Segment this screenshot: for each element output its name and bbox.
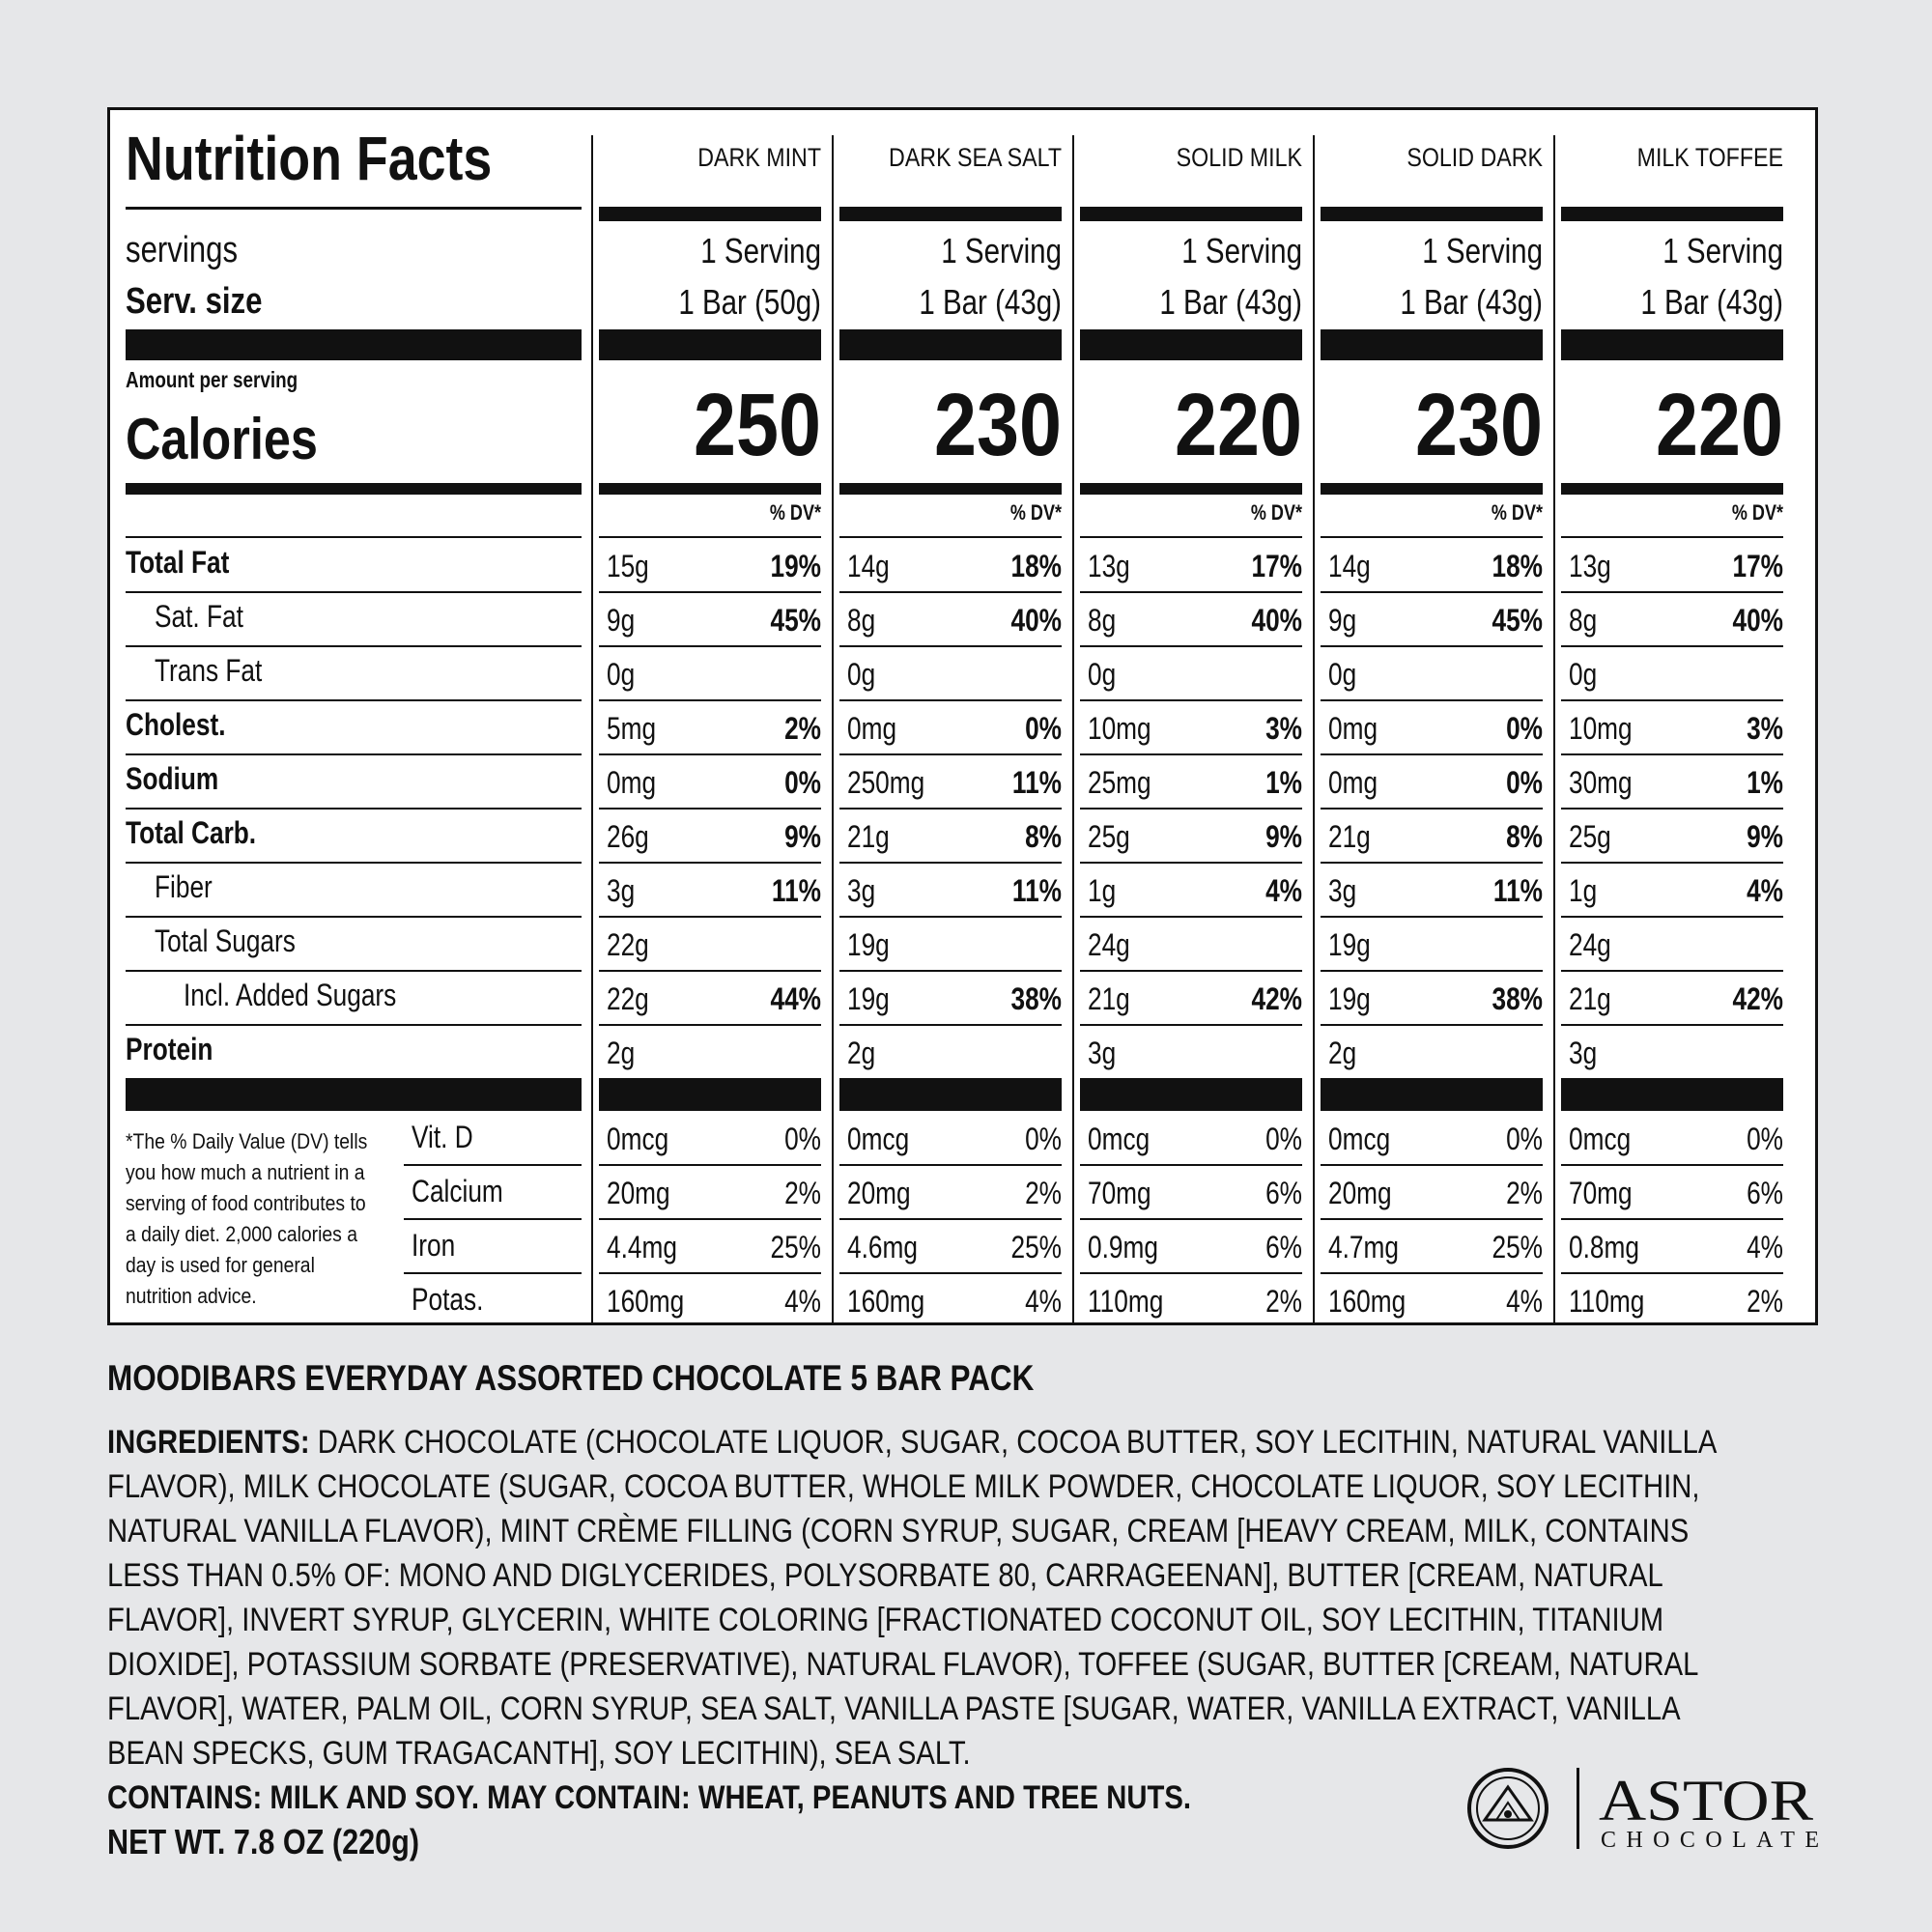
nutrient-amount: 8g (1569, 603, 1598, 638)
rule-line (1561, 916, 1783, 918)
product-name: SOLID DARK (1406, 143, 1543, 172)
nutrient-amount: 21g (1088, 981, 1130, 1016)
nutrient-dv: 42% (1732, 981, 1783, 1016)
vitamin-dv: 0% (1265, 1122, 1302, 1156)
rule-line (1321, 1272, 1543, 1274)
nutrient-amount: 2g (1328, 1036, 1357, 1070)
rule-line (1080, 645, 1302, 647)
rule-line (599, 1164, 821, 1166)
rule-line (1561, 591, 1783, 593)
rule-line (1080, 970, 1302, 972)
rule-line (839, 1024, 1062, 1026)
rule-line (599, 753, 821, 755)
nutrient-amount: 25mg (1088, 765, 1151, 800)
panel-title: Nutrition Facts (126, 124, 493, 193)
rule-line (126, 645, 582, 647)
vitamin-amount: 70mg (1569, 1176, 1633, 1210)
nutrient-label: Fiber (155, 869, 213, 904)
nutrient-dv: 0% (1025, 711, 1062, 746)
rule-line (599, 699, 821, 701)
vitamin-label: Iron (412, 1228, 456, 1263)
rule-line (1561, 808, 1783, 810)
nutrient-label: Sat. Fat (155, 599, 243, 634)
vitamin-amount: 0.9mg (1088, 1230, 1158, 1264)
vitamin-amount: 160mg (1328, 1284, 1406, 1319)
rule-line (599, 970, 821, 972)
nutrient-amount: 3g (607, 873, 636, 908)
rule-line (1561, 207, 1783, 221)
calories-value: 230 (1414, 376, 1543, 474)
nutrient-dv: 11% (1011, 873, 1062, 908)
rule-line (404, 1164, 582, 1166)
nutrient-dv: 8% (1506, 819, 1543, 854)
nutrient-label: Trans Fat (155, 653, 263, 688)
nutrient-dv: 9% (784, 819, 821, 854)
column-divider (591, 135, 593, 1322)
rule-line (1561, 753, 1783, 755)
nutrient-amount: 14g (1328, 549, 1371, 583)
rule-line (1080, 699, 1302, 701)
nutrient-amount: 0g (1569, 657, 1598, 692)
rule-line (1080, 1218, 1302, 1220)
ingredients-label: INGREDIENTS: (107, 1424, 310, 1461)
column-divider (1313, 135, 1315, 1322)
rule-line (1321, 699, 1543, 701)
vitamin-amount: 0mcg (1569, 1122, 1632, 1156)
nutrient-amount: 19g (847, 927, 890, 962)
nutrient-dv: 0% (1506, 711, 1543, 746)
rule-line (1321, 645, 1543, 647)
nutrient-amount: 0mg (1328, 711, 1378, 746)
nutrient-label: Cholest. (126, 707, 226, 742)
rule-line (839, 862, 1062, 864)
nutrient-amount: 3g (1328, 873, 1357, 908)
nutrient-amount: 14g (847, 549, 890, 583)
nutrient-amount: 19g (847, 981, 890, 1016)
rule-line (1321, 483, 1543, 495)
vitamin-dv: 0% (784, 1122, 821, 1156)
rule-line (1080, 1024, 1302, 1026)
rule-line (1561, 1024, 1783, 1026)
serving-size-value: 1 Bar (50g) (678, 282, 821, 322)
vitamin-dv: 6% (1265, 1176, 1302, 1210)
rule-line (839, 483, 1062, 495)
amount-per-serving-label: Amount per serving (126, 367, 298, 392)
vitamin-label: Vit. D (412, 1120, 473, 1154)
nutrient-amount: 0mg (607, 765, 657, 800)
rule-line (126, 536, 582, 538)
product-name: MILK TOFFEE (1636, 143, 1783, 172)
rule-line (1561, 536, 1783, 538)
serving-size-value: 1 Bar (43g) (1159, 282, 1302, 322)
nutrient-dv: 44% (770, 981, 821, 1016)
nutrient-amount: 3g (1569, 1036, 1598, 1070)
nutrient-dv: 19% (770, 549, 821, 583)
nutrient-dv: 9% (1265, 819, 1302, 854)
vitamin-amount: 4.6mg (847, 1230, 918, 1264)
servings-value: 1 Serving (941, 231, 1062, 270)
product-name: DARK MINT (697, 143, 821, 172)
nutrient-amount: 15g (607, 549, 649, 583)
rule-line (839, 645, 1062, 647)
rule-line (599, 1078, 821, 1111)
vitamin-dv: 25% (1010, 1230, 1062, 1264)
rule-line (839, 1164, 1062, 1166)
nutrient-amount: 21g (1569, 981, 1611, 1016)
nutrient-amount: 1g (1569, 873, 1598, 908)
rule-line (599, 916, 821, 918)
servings-value: 1 Serving (1662, 231, 1783, 270)
vitamin-dv: 0% (1747, 1122, 1783, 1156)
rule-line (1321, 1218, 1543, 1220)
nutrient-label: Total Fat (126, 545, 230, 580)
nutrient-amount: 3g (847, 873, 876, 908)
rule-line (126, 207, 582, 210)
nutrient-dv: 17% (1251, 549, 1302, 583)
rule-line (1080, 207, 1302, 221)
nutrient-dv: 3% (1265, 711, 1302, 746)
brand-name: ASTOR (1599, 1769, 1813, 1833)
vitamin-dv: 2% (1506, 1176, 1543, 1210)
rule-line (126, 862, 582, 864)
vitamin-dv: 0% (1506, 1122, 1543, 1156)
rule-line (1080, 536, 1302, 538)
rule-line (1561, 645, 1783, 647)
rule-line (126, 970, 582, 972)
nutrient-amount: 21g (847, 819, 890, 854)
servings-value: 1 Serving (1422, 231, 1543, 270)
vitamin-dv: 2% (784, 1176, 821, 1210)
allergen-statement: CONTAINS: MILK AND SOY. MAY CONTAIN: WHEAT, PEANUTS AND TREE NUTS. (107, 1779, 1191, 1816)
nutrient-dv: 40% (1010, 603, 1062, 638)
daily-value-footnote: *The % Daily Value (DV) tells you how much a nutrient in a serving of food contributes to a daily diet. 2,000 calories a day is used for general nutrition advice. (126, 1129, 368, 1308)
rule-line (839, 808, 1062, 810)
brand-subname: CHOCOLATE (1601, 1828, 1819, 1853)
vitamin-amount: 0mcg (1328, 1122, 1391, 1156)
nutrient-amount: 8g (847, 603, 876, 638)
rule-line (599, 862, 821, 864)
vitamin-amount: 4.4mg (607, 1230, 677, 1264)
rule-line (1080, 1078, 1302, 1111)
rule-line (839, 1272, 1062, 1274)
nutrient-dv: 1% (1265, 765, 1302, 800)
nutrient-dv: 4% (1265, 873, 1302, 908)
nutrient-label: Total Sugars (155, 923, 296, 958)
vitamin-dv: 4% (1025, 1284, 1062, 1319)
nutrient-amount: 9g (1328, 603, 1357, 638)
nutrient-amount: 250mg (847, 765, 925, 800)
dv-header: % DV* (1491, 500, 1543, 525)
vitamin-dv: 2% (1265, 1284, 1302, 1319)
vitamin-amount: 0.8mg (1569, 1230, 1639, 1264)
nutrient-amount: 30mg (1569, 765, 1633, 800)
rule-line (1080, 329, 1302, 360)
nutrient-amount: 0g (1328, 657, 1357, 692)
rule-line (599, 329, 821, 360)
nutrient-label: Protein (126, 1032, 213, 1066)
product-name: DARK SEA SALT (889, 143, 1062, 172)
nutrient-amount: 8g (1088, 603, 1117, 638)
net-weight: NET WT. 7.8 OZ (220g) (107, 1822, 420, 1861)
rule-line (839, 329, 1062, 360)
nutrient-amount: 25g (1088, 819, 1130, 854)
rule-line (1561, 699, 1783, 701)
rule-line (599, 207, 821, 221)
nutrient-dv: 40% (1732, 603, 1783, 638)
vitamin-dv: 0% (1025, 1122, 1062, 1156)
calories-value: 250 (693, 376, 821, 474)
nutrient-dv: 38% (1492, 981, 1543, 1016)
rule-line (126, 1024, 582, 1026)
rule-line (599, 1218, 821, 1220)
rule-line (599, 536, 821, 538)
rule-line (839, 916, 1062, 918)
nutrient-dv: 11% (771, 873, 821, 908)
column-divider (1553, 135, 1555, 1322)
rule-line (839, 207, 1062, 221)
rule-line (126, 329, 582, 360)
serving-size-value: 1 Bar (43g) (1400, 282, 1543, 322)
vitamin-amount: 0mcg (1088, 1122, 1151, 1156)
vitamin-amount: 4.7mg (1328, 1230, 1399, 1264)
nutrient-amount: 0g (847, 657, 876, 692)
serving-size-value: 1 Bar (43g) (1640, 282, 1783, 322)
vitamin-label: Calcium (412, 1174, 503, 1208)
nutrient-dv: 2% (784, 711, 821, 746)
rule-line (599, 645, 821, 647)
ingredients-block (107, 1420, 1752, 1820)
rule-line (1321, 808, 1543, 810)
nutrient-label: Total Carb. (126, 815, 257, 850)
vitamin-label: Potas. (412, 1282, 484, 1317)
rule-line (1321, 536, 1543, 538)
nutrient-amount: 21g (1328, 819, 1371, 854)
rule-line (839, 1218, 1062, 1220)
vitamin-dv: 4% (1506, 1284, 1543, 1319)
product-title: MOODIBARS EVERYDAY ASSORTED CHOCOLATE 5 BAR PACK (107, 1358, 1035, 1398)
rule-line (1561, 483, 1783, 495)
servings-value: 1 Serving (700, 231, 821, 270)
rule-line (1561, 970, 1783, 972)
nutrient-amount: 25g (1569, 819, 1611, 854)
rule-line (1080, 591, 1302, 593)
serving-size-value: 1 Bar (43g) (919, 282, 1062, 322)
vitamin-amount: 0mcg (847, 1122, 910, 1156)
rule-line (1321, 970, 1543, 972)
nutrient-label: Sodium (126, 761, 219, 796)
dv-header: % DV* (1009, 500, 1062, 525)
vitamin-dv: 4% (784, 1284, 821, 1319)
nutrient-dv: 18% (1010, 549, 1062, 583)
rule-line (404, 1272, 582, 1274)
vitamin-amount: 70mg (1088, 1176, 1151, 1210)
nutrient-dv: 45% (1492, 603, 1543, 638)
rule-line (1080, 753, 1302, 755)
vitamin-dv: 2% (1025, 1176, 1062, 1210)
nutrient-amount: 19g (1328, 927, 1371, 962)
nutrient-amount: 5mg (607, 711, 657, 746)
dv-header: % DV* (1731, 500, 1783, 525)
nutrient-amount: 22g (607, 927, 649, 962)
rule-line (126, 1078, 582, 1111)
nutrient-dv: 0% (784, 765, 821, 800)
nutrition-facts-panel (107, 107, 1818, 1325)
rule-line (1321, 1078, 1543, 1111)
rule-line (1561, 1272, 1783, 1274)
rule-line (839, 1078, 1062, 1111)
rule-line (1561, 1078, 1783, 1111)
rule-line (599, 1024, 821, 1026)
rule-line (599, 808, 821, 810)
nutrient-amount: 10mg (1569, 711, 1633, 746)
rule-line (599, 591, 821, 593)
nutrient-amount: 24g (1088, 927, 1130, 962)
nutrient-dv: 3% (1747, 711, 1783, 746)
nutrient-dv: 4% (1747, 873, 1783, 908)
calories-value: 220 (1174, 376, 1302, 474)
nutrient-amount: 0mg (847, 711, 897, 746)
vitamin-dv: 25% (1492, 1230, 1543, 1264)
rule-line (1080, 1272, 1302, 1274)
nutrient-amount: 0mg (1328, 765, 1378, 800)
rule-line (1321, 862, 1543, 864)
rule-line (126, 591, 582, 593)
nutrient-dv: 0% (1506, 765, 1543, 800)
nutrient-amount: 3g (1088, 1036, 1117, 1070)
brand-logo (1463, 1764, 1831, 1853)
rule-line (839, 536, 1062, 538)
rule-line (1321, 1024, 1543, 1026)
column-divider (832, 135, 834, 1322)
vitamin-amount: 0mcg (607, 1122, 669, 1156)
rule-line (126, 808, 582, 810)
product-name: SOLID MILK (1176, 143, 1302, 172)
rule-line (1561, 329, 1783, 360)
vitamin-amount: 160mg (607, 1284, 685, 1319)
calories-label: Calories (126, 407, 318, 471)
nutrient-amount: 24g (1569, 927, 1611, 962)
rule-line (1080, 808, 1302, 810)
rule-line (1080, 916, 1302, 918)
nutrient-dv: 8% (1025, 819, 1062, 854)
rule-line (839, 970, 1062, 972)
rule-line (1321, 329, 1543, 360)
nutrient-amount: 13g (1569, 549, 1611, 583)
rule-line (404, 1218, 582, 1220)
nutrient-dv: 11% (1492, 873, 1543, 908)
rule-line (1321, 591, 1543, 593)
rule-line (126, 483, 582, 495)
rule-line (1321, 916, 1543, 918)
column-divider (1072, 135, 1074, 1322)
nutrient-amount: 13g (1088, 549, 1130, 583)
vitamin-dv: 6% (1265, 1230, 1302, 1264)
servings-value: 1 Serving (1181, 231, 1302, 270)
nutrient-amount: 0g (607, 657, 636, 692)
nutrient-dv: 42% (1251, 981, 1302, 1016)
nutrient-dv: 40% (1251, 603, 1302, 638)
rule-line (1080, 483, 1302, 495)
calories-value: 230 (933, 376, 1062, 474)
nutrient-dv: 38% (1010, 981, 1062, 1016)
rule-line (1561, 862, 1783, 864)
nutrient-amount: 19g (1328, 981, 1371, 1016)
nutrient-dv: 17% (1732, 549, 1783, 583)
nutrient-amount: 2g (607, 1036, 636, 1070)
nutrient-label: Incl. Added Sugars (184, 978, 397, 1012)
rule-line (1080, 862, 1302, 864)
rule-line (126, 753, 582, 755)
vitamin-amount: 110mg (1569, 1284, 1645, 1319)
dv-header: % DV* (769, 500, 821, 525)
rule-line (1321, 753, 1543, 755)
rule-line (1561, 1164, 1783, 1166)
nutrient-dv: 18% (1492, 549, 1543, 583)
rule-line (839, 699, 1062, 701)
rule-line (599, 1272, 821, 1274)
nutrient-amount: 2g (847, 1036, 876, 1070)
nutrient-amount: 10mg (1088, 711, 1151, 746)
vitamin-dv: 2% (1747, 1284, 1783, 1319)
vitamin-amount: 20mg (847, 1176, 911, 1210)
brand-emblem-icon (1469, 1770, 1547, 1847)
nutrient-amount: 22g (607, 981, 649, 1016)
nutrient-dv: 1% (1747, 765, 1783, 800)
vitamin-dv: 4% (1747, 1230, 1783, 1264)
nutrient-amount: 26g (607, 819, 649, 854)
vitamin-dv: 6% (1747, 1176, 1783, 1210)
nutrient-amount: 9g (607, 603, 636, 638)
nutrient-dv: 45% (770, 603, 821, 638)
rule-line (1080, 1164, 1302, 1166)
rule-line (599, 483, 821, 495)
nutrient-dv: 11% (1011, 765, 1062, 800)
rule-line (839, 753, 1062, 755)
rule-line (839, 591, 1062, 593)
nutrient-dv: 9% (1747, 819, 1783, 854)
rule-line (1561, 1218, 1783, 1220)
rule-line (1321, 207, 1543, 221)
calories-value: 220 (1655, 376, 1783, 474)
dv-header: % DV* (1250, 500, 1302, 525)
servings-label: servings (126, 230, 239, 270)
vitamin-amount: 110mg (1088, 1284, 1164, 1319)
ingredients-text: DARK CHOCOLATE (CHOCOLATE LIQUOR, SUGAR, COCOA BUTTER, SOY LECITHIN, NATURAL VANILLA FLAVOR), MILK CHOCOLATE (SUGAR, COCOA BUTTER, WHOLE MILK POWDER, CHOCOLATE LIQUOR, SOY LECITHIN, NATURAL VANILLA FLAVOR), MINT CRÈME FILLING (CORN SYRUP, SUGAR, CREAM [HEAVY CREAM, MILK, CONTAINS LESS THAN 0.5% OF: MONO AND DIGLYCERIDES, POLYSORBATE 80, CARRAGEENAN], BUTTER [CREAM, NATURAL FLAVOR], INVERT SYRUP, GLYCERIN, WHITE COLORING [FRACTIONATED COCONUT OIL, SOY LECITHIN, TITANIUM DIOXIDE], POTASSIUM SORBATE (PRESERVATIVE), NATURAL FLAVOR), TOFFEE (SUGAR, BUTTER [CREAM, NATURAL FLAVOR], WATER, PALM OIL, CORN SYRUP, SEA SALT, VANILLA PASTE [SUGAR, WATER, VANILLA EXTRACT, VANILLA BEAN SPECKS, GUM TRAGACANTH], SOY LECITHIN), SEA SALT. (107, 1424, 1716, 1772)
rule-line (1321, 1164, 1543, 1166)
vitamin-amount: 160mg (847, 1284, 925, 1319)
vitamin-amount: 20mg (607, 1176, 670, 1210)
rule-line (126, 699, 582, 701)
nutrient-amount: 0g (1088, 657, 1117, 692)
serving-size-label: Serv. size (126, 281, 263, 322)
nutrient-amount: 1g (1088, 873, 1117, 908)
vitamin-dv: 25% (770, 1230, 821, 1264)
rule-line (126, 916, 582, 918)
vitamin-amount: 20mg (1328, 1176, 1392, 1210)
